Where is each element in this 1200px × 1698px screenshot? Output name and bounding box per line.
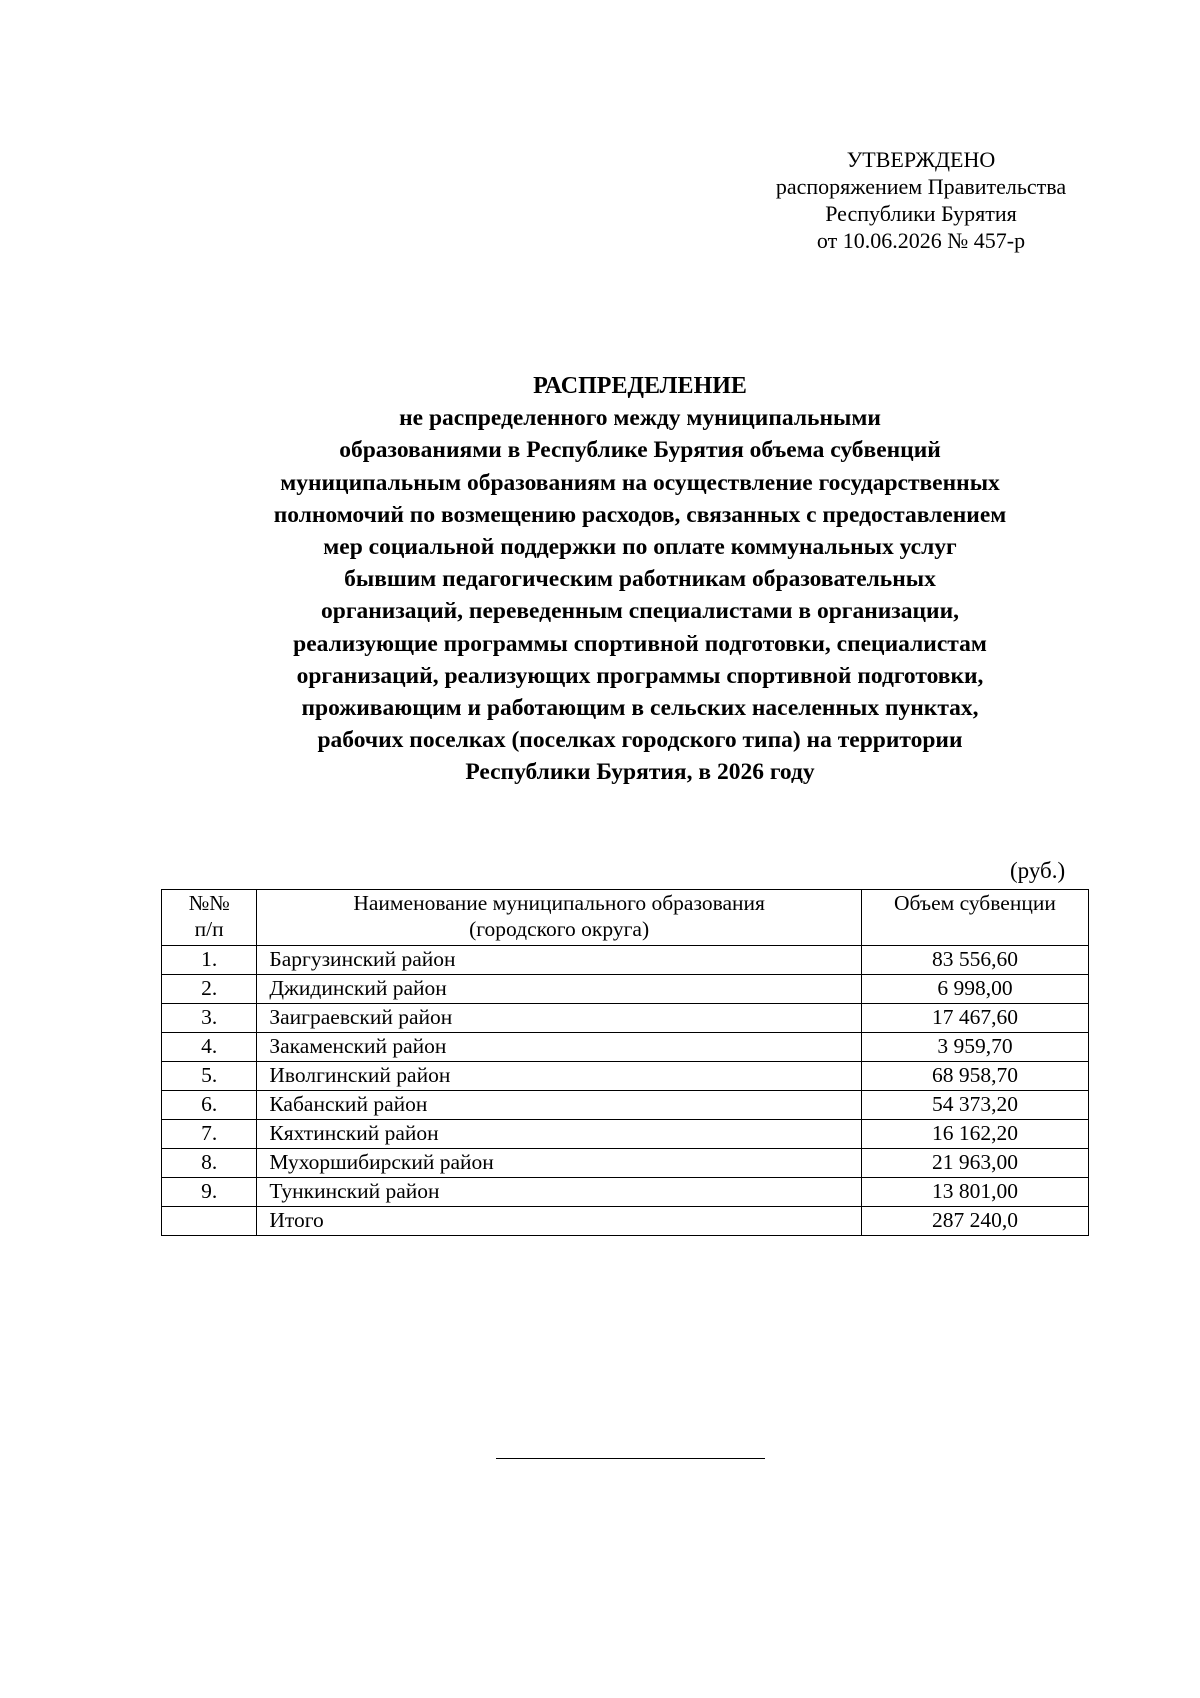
approval-date-number: от 10.06.2026 № 457-р [816, 228, 1026, 253]
title-line: полномочий по возмещению расходов, связанных с предоставлением [273, 501, 1007, 528]
total-number [162, 1207, 257, 1236]
total-label: Итого [257, 1207, 862, 1236]
title-line: реализующие программы спортивной подготовки, специалистам [293, 630, 987, 657]
approval-region: Республики Бурятия [825, 201, 1017, 226]
row-municipality: Тункинский район [257, 1178, 862, 1207]
row-number: 2. [162, 975, 257, 1004]
row-municipality: Закаменский район [257, 1033, 862, 1062]
document-title [140, 370, 1140, 789]
table-row [162, 975, 1089, 1004]
row-municipality: Баргузинский район [257, 946, 862, 975]
table-row [162, 1149, 1089, 1178]
row-amount: 16 162,20 [861, 1120, 1088, 1149]
row-amount: 21 963,00 [861, 1149, 1088, 1178]
row-number: 3. [162, 1004, 257, 1033]
title-line: организаций, реализующих программы спортивной подготовки, [296, 662, 984, 689]
table-row [162, 946, 1089, 975]
row-municipality: Кабанский район [257, 1091, 862, 1120]
title-line: муниципальным образованиям на осуществление государственных [280, 469, 1000, 496]
table-total-row [162, 1207, 1089, 1236]
header-amount: Объем субвенции [861, 890, 1088, 946]
row-municipality: Кяхтинский район [257, 1120, 862, 1149]
header-municipality [257, 890, 862, 946]
closing-rule-line [496, 1458, 765, 1459]
row-municipality: Иволгинский район [257, 1062, 862, 1091]
row-amount: 83 556,60 [861, 946, 1088, 975]
row-number: 8. [162, 1149, 257, 1178]
row-municipality: Джидинский район [257, 975, 862, 1004]
title-line: мер социальной поддержки по оплате коммунальных услуг [323, 534, 957, 561]
table-row [162, 1091, 1089, 1120]
header-number-line2: п/п [194, 917, 224, 941]
title-line: организаций, переведенным специалистами в организации, [321, 598, 959, 625]
title-line: бывшим педагогическим работникам образовательных [344, 566, 936, 593]
table-row [162, 1120, 1089, 1149]
approval-heading: УТВЕРЖДЕНО [846, 147, 996, 172]
approval-issuer: распоряжением Правительства [775, 174, 1067, 199]
title-line: Республики Бурятия, в 2026 году [465, 759, 815, 786]
title-line: образованиями в Республике Бурятия объема субвенций [339, 437, 941, 464]
row-number: 9. [162, 1178, 257, 1207]
total-amount: 287 240,0 [861, 1207, 1088, 1236]
row-amount: 68 958,70 [861, 1062, 1088, 1091]
header-municipality-line2: (городского округа) [469, 917, 650, 941]
approval-stamp [756, 146, 1086, 254]
subvention-table [161, 889, 1089, 1236]
row-municipality: Заиграевский район [257, 1004, 862, 1033]
row-amount: 17 467,60 [861, 1004, 1088, 1033]
header-number [162, 890, 257, 946]
row-number: 1. [162, 946, 257, 975]
row-amount: 54 373,20 [861, 1091, 1088, 1120]
title-line: проживающим и работающим в сельских населенных пунктах, [301, 695, 979, 722]
row-amount: 13 801,00 [861, 1178, 1088, 1207]
row-number: 5. [162, 1062, 257, 1091]
header-number-line1: №№ [188, 891, 230, 915]
title-heading: РАСПРЕДЕЛЕНИЕ [533, 373, 747, 399]
row-number: 7. [162, 1120, 257, 1149]
table-header-row [162, 890, 1089, 946]
header-municipality-line1: Наименование муниципального образования [353, 891, 765, 915]
row-amount: 3 959,70 [861, 1033, 1088, 1062]
row-amount: 6 998,00 [861, 975, 1088, 1004]
title-line: не распределенного между муниципальными [399, 405, 881, 432]
table-row [162, 1004, 1089, 1033]
title-line: рабочих поселках (поселках городского типа) на территории [317, 727, 963, 754]
row-municipality: Мухоршибирский район [257, 1149, 862, 1178]
table-row [162, 1062, 1089, 1091]
currency-units: (руб.) [1010, 858, 1066, 883]
table-row [162, 1178, 1089, 1207]
table-row [162, 1033, 1089, 1062]
row-number: 4. [162, 1033, 257, 1062]
row-number: 6. [162, 1091, 257, 1120]
